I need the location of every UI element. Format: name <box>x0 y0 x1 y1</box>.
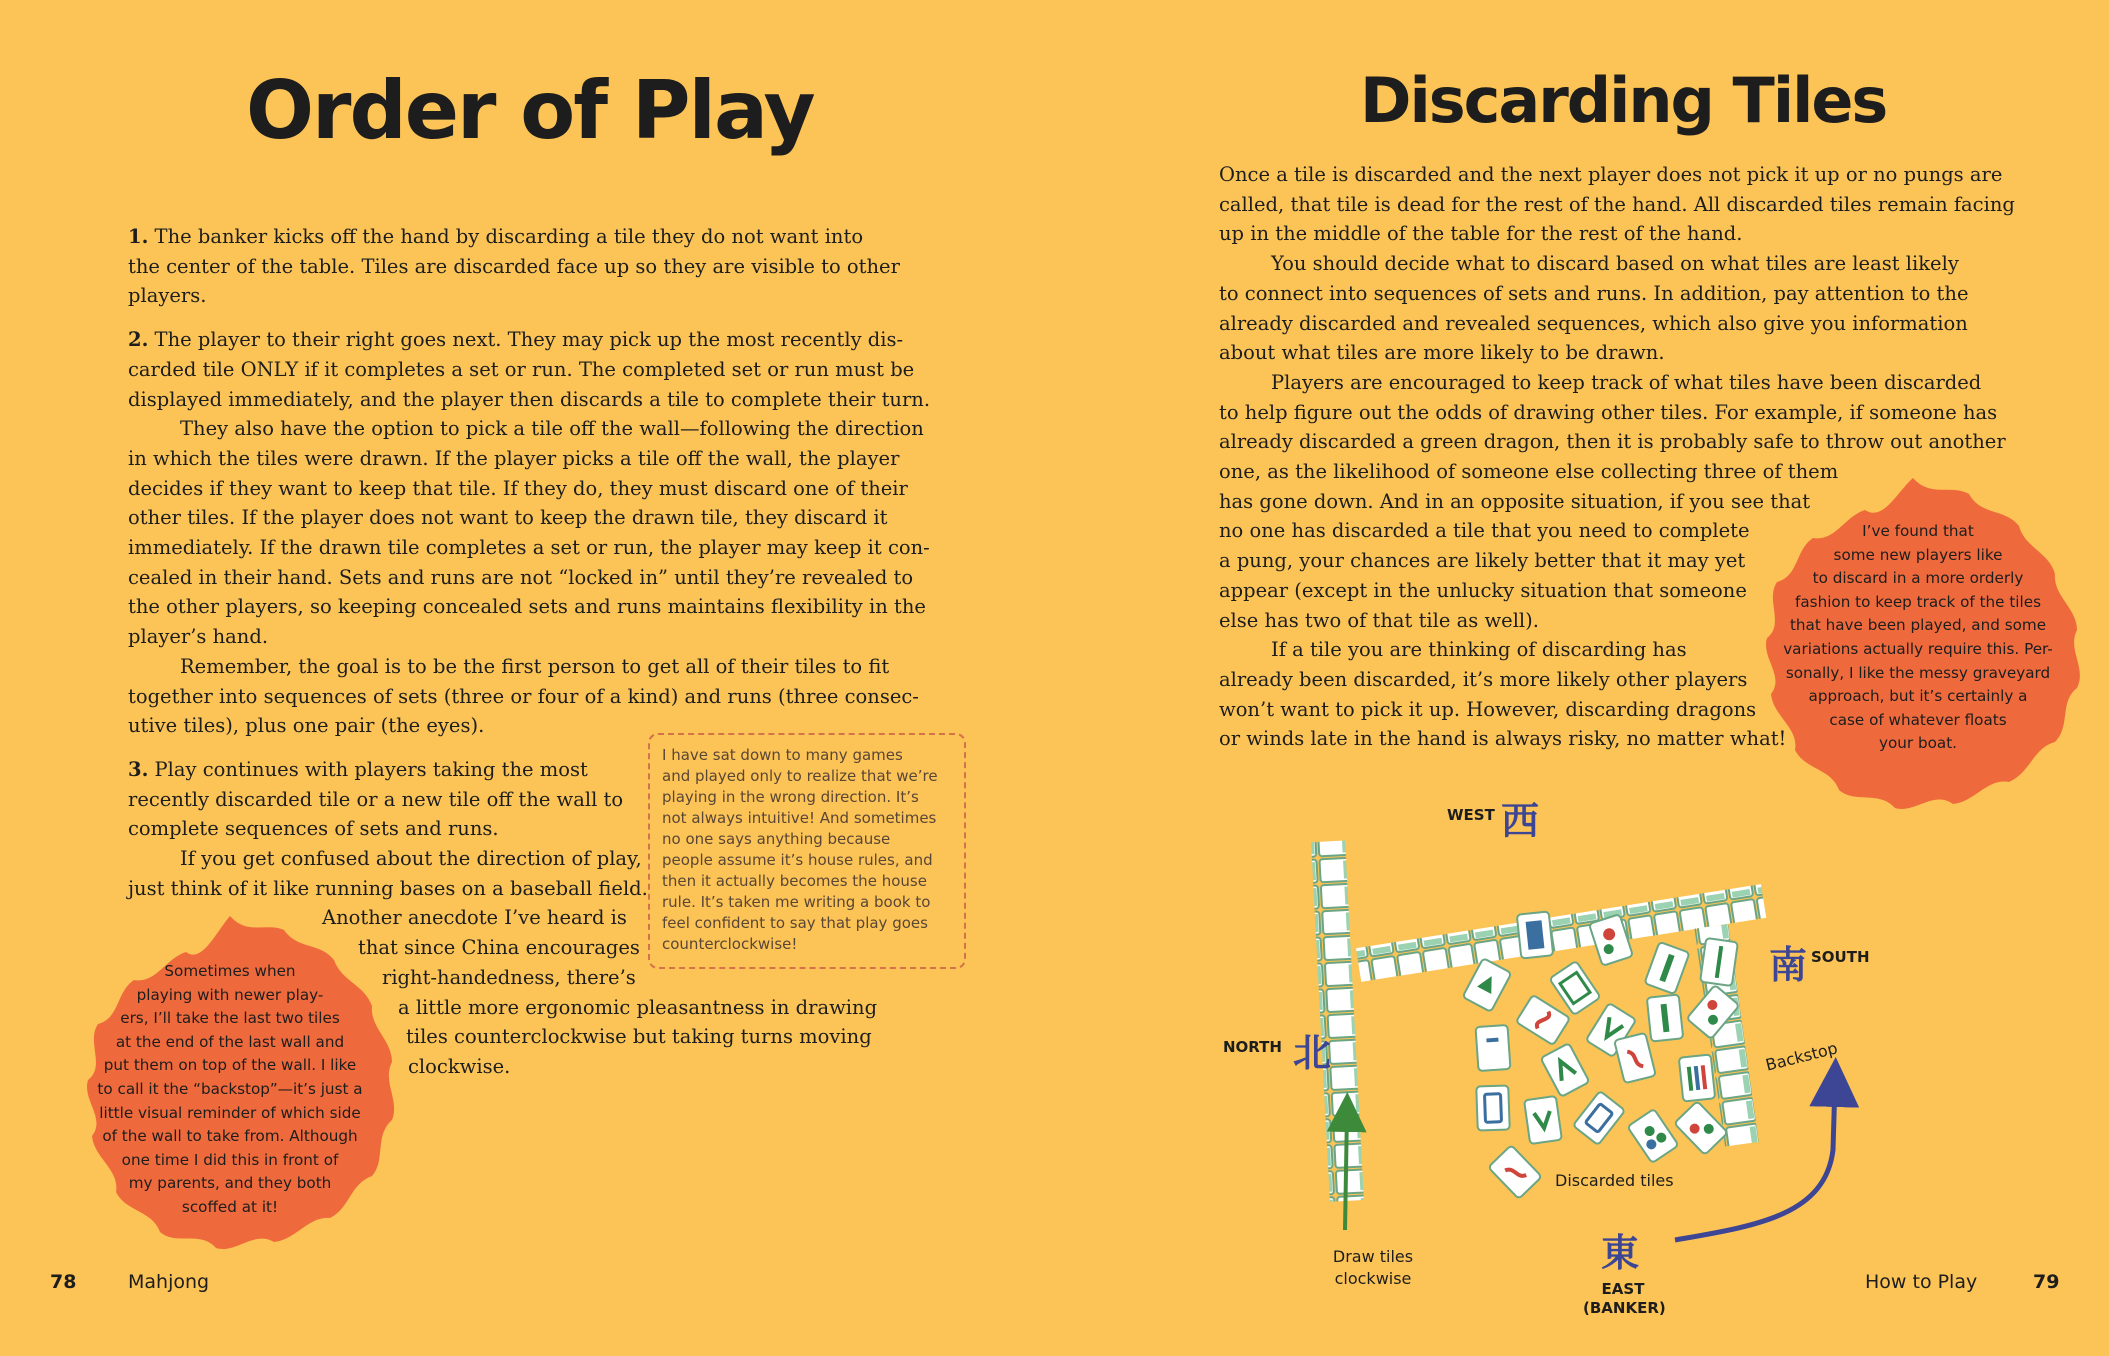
page-title-discarding-tiles: Discarding Tiles <box>1360 64 1887 137</box>
right-page <box>1055 0 2109 1356</box>
west-label: WEST <box>1447 806 1495 824</box>
backstop-label: Backstop <box>1763 1038 1840 1075</box>
north-label: NORTH <box>1223 1038 1282 1056</box>
east-banker-label: EAST (BANKER) <box>1583 1280 1666 1317</box>
north-character: 北 <box>1293 1031 1332 1075</box>
discarded-tiles-label: Discarded tiles <box>1555 1171 1674 1190</box>
dashed-sidebar-note: I have sat down to many games and played only to realize that we’re playing in the wrong direction. It’s not always intuitive! And sometimes no one says anything because people assume it’s house rules, and then it actually becomes the house rule. It’s taken me writing a book to feel confident to say that play goes counterclockwise! <box>648 733 966 969</box>
page-number-right: 79 <box>2033 1271 2060 1293</box>
step-number: 2. <box>128 328 149 352</box>
step-number: 3. <box>128 757 149 781</box>
paragraph-3: 3. Play continues with players taking the most recently discarded tile or a new tile off the wall to complete sequences of sets and runs. <box>128 757 624 841</box>
left-page <box>0 0 1054 1356</box>
draw-direction-arrow <box>1345 1112 1347 1230</box>
draw-tiles-label: Draw tiles clockwise <box>1332 1247 1414 1288</box>
paragraph-2: 2. The player to their right goes next. They may pick up the most recently dis- carded tile ONLY if it completes a set or run. The completed set or run must be displayed immediately, and the player then discards a tile to complete their turn. <box>128 328 931 411</box>
paragraph-r1: Once a tile is discarded and the next player does not pick it up or no pungs are called, that tile is dead for the rest of the hand. All discarded tiles remain facing up in the middle of the table for the rest of the hand. <box>1219 163 2015 246</box>
burst-note-discard-style: I’ve found that some new players like to discard in a more orderly fashion to keep track of the tiles that have been played, and some variations actually require this. Per- sonally, I like the messy graveyard approach, but it’s certainly a case of whatever floats your boat. <box>1733 472 2103 822</box>
south-character: 南 <box>1769 943 1808 987</box>
paragraph-3b: If you get confused about the direction of play, just think of it like running bases on a baseball field. Another anecdote I’ve heard is that since China encourages right-handedness, there’s a little more ergonomic pleasantness in drawing tiles counterclockwise but taking turns moving clockwise. <box>128 847 878 1078</box>
paragraph-r4: If a tile you are thinking of discarding has already been discarded, it’s more likely other players won’t want to pick it up. However, discarding dragons or winds late in the hand is always risky, no matter what! <box>1219 638 1787 751</box>
paragraph-2c: Remember, the goal is to be the first person to get all of their tiles to fit together into sequences of sets (three or four of a kind) and runs (three consec- utive tiles), plus one pair (the eyes). <box>128 654 919 738</box>
paragraph-r3: Players are encouraged to keep track of what tiles have been discarded to help figure out the odds of drawing other tiles. For example, if someone has already discarded a green dragon, then it is probably safe to throw out another one, as the likelihood of someone else collecting three of them has gone down. And in an opposite situation, if you see that no one has discarded a tile that you need to complete a pung, your chances are likely better that it may yet appear (except in the unlucky situation that someone else has two of that tile as well). <box>1219 370 2006 632</box>
burst-note-backstop: Sometimes when playing with newer play- ers, I’ll take the last two tiles at the end of the last wall and put them on top of the wall. I like to call it the “backstop”—it’s just a little visual reminder of which side of the wall to take from. Although one time I did this in front of my parents, and they both scoffed at it! <box>52 908 408 1266</box>
east-character: 東 <box>1601 1231 1640 1275</box>
paragraph-r2: You should decide what to discard based on what tiles are least likely to connect into sequences of sets and runs. In addition, pay attention to the already discarded and revealed sequences, which also give you information about what tiles are more likely to be drawn. <box>1219 252 1969 365</box>
page-number-left: 78 <box>50 1271 77 1293</box>
paragraph-1: 1. The banker kicks off the hand by discarding a tile they do not want into the center of the table. Tiles are discarded face up so they are visible to other players. <box>128 225 900 308</box>
west-character: 西 <box>1501 799 1540 843</box>
running-title-left: Mahjong <box>128 1271 210 1293</box>
mahjong-table-diagram <box>1055 0 2109 1356</box>
step-number: 1. <box>128 225 149 248</box>
south-label: SOUTH <box>1811 948 1870 966</box>
page-title-order-of-play: Order of Play <box>246 64 814 157</box>
running-title-right: How to Play <box>1865 1271 1978 1293</box>
paragraph-2b: They also have the option to pick a tile off the wall—following the direction in which the tiles were drawn. If the player picks a tile off the wall, the player decides if they want to keep that tile. If they do, they must discard one of their other tiles. If the player does not want to keep the drawn tile, they discard it immediately. If the drawn tile completes a set or run, the player may keep it con- cealed in their hand. Sets and runs are not “locked in” until they’re revealed to the other players, so keeping concealed sets and runs maintains flexibility in the player’s hand. <box>128 417 930 649</box>
